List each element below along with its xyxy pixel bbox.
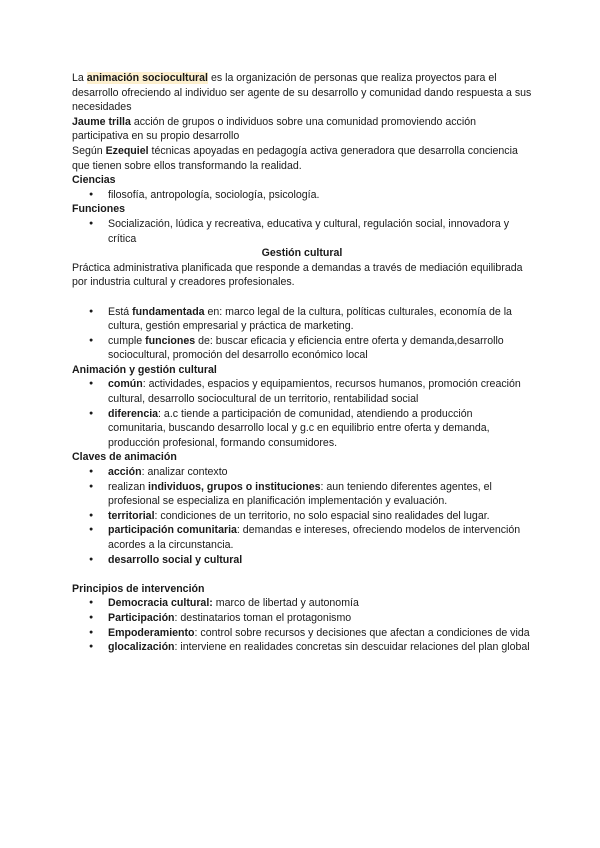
list-item — [108, 611, 532, 626]
intro-paragraph-1 — [72, 71, 532, 115]
item-keyword: desarrollo social y cultural — [108, 553, 243, 566]
item-text: marco de libertad y autonomía — [212, 597, 359, 610]
list-item — [108, 377, 532, 406]
item-text: : a.c tiende a participación de comunidad, atendiendo a producción comunitaria, buscando desarrollo local y g.c en equilibrio entre oferta y demanda, producción profesional, formando consumidores. — [108, 407, 490, 449]
item-keyword: participación comunitaria — [108, 524, 237, 537]
animacion-gestion-list — [72, 377, 532, 450]
item-keyword: individuos, grupos o instituciones — [148, 480, 321, 493]
item-keyword: Participación — [108, 611, 175, 624]
principios-list — [72, 596, 532, 654]
item-pre: Está — [108, 305, 133, 318]
item-text: : aun teniendo diferentes agentes, el profesional se especializa en planificación implementación y evaluación. — [108, 480, 492, 508]
item-pre: cumple — [108, 334, 146, 347]
document-page — [72, 71, 532, 655]
section-heading-principios: Principios de intervención — [72, 582, 205, 595]
section-heading-animacion-gestion: Animación y gestión cultural — [72, 363, 217, 376]
highlighted-term: animación sociocultural — [86, 72, 209, 84]
claves-list — [72, 465, 532, 567]
item-keyword: funciones — [145, 334, 196, 347]
item-keyword: fundamentada — [132, 305, 205, 318]
gestion-list — [72, 305, 532, 363]
item-text: : condiciones de un territorio, no solo espacial sino realidades del lugar. — [154, 509, 490, 522]
item-text: : interviene en realidades concretas sin descuidar relaciones del plan global — [174, 641, 530, 654]
item-text: en: marco legal de la cultura, políticas culturales, economía de la cultura, gestión empresarial y práctica de marketing. — [108, 305, 512, 333]
section-heading-ciencias: Ciencias — [72, 174, 116, 187]
item-keyword: acción — [108, 466, 142, 479]
list-item: ● Socialización, lúdica y recreativa, educativa y cultural, regulación social, innovadora y crítica — [108, 217, 532, 246]
item-text: : analizar contexto — [141, 466, 228, 479]
list-item — [108, 523, 532, 552]
spacer — [72, 567, 532, 582]
item-text: : demandas e intereses, ofreciendo modelos de intervención acordes a la circunstancia. — [108, 524, 521, 551]
item-keyword: glocalización — [108, 641, 175, 654]
item-pre: realizan — [108, 480, 149, 493]
intro-p1-pre: La — [72, 72, 87, 84]
list-item — [108, 626, 532, 641]
list-item — [108, 334, 532, 363]
intro-p3-pre: Según — [72, 144, 106, 157]
item-keyword: común — [108, 378, 143, 391]
intro-p1-rest: es la organización de personas que realiza proyectos para el desarrollo ofreciendo al individuo ser agente de su desarrollo y comunidad dando respuesta a sus necesidades — [72, 72, 532, 114]
item-text: : control sobre recursos y decisiones que afectan a condiciones de vida — [194, 626, 530, 639]
list-item — [108, 480, 532, 509]
list-item — [108, 553, 532, 568]
list-item: ● filosofía, antropología, sociología, psicología. — [108, 188, 532, 203]
list-item — [108, 305, 532, 334]
list-item — [108, 465, 532, 480]
intro-p3-rest: técnicas apoyadas en pedagogía activa generadora que desarrolla conciencia que tienen sobre ellos transformando la realidad. — [72, 144, 518, 172]
item-keyword: diferencia — [108, 407, 159, 420]
spacer — [72, 290, 532, 305]
list-item — [108, 407, 532, 451]
intro-paragraph-2 — [72, 115, 532, 144]
list-item — [108, 640, 532, 655]
funciones-list — [72, 217, 532, 246]
item-keyword: Democracia cultural: — [108, 597, 213, 610]
item-text: : destinatarios toman el protagonismo — [174, 611, 352, 624]
item-text: : actividades, espacios y equipamientos, recursos humanos, promoción creación cultural, desarrollo sociocultural de un territorio, rentabilidad social — [108, 378, 521, 406]
list-item — [108, 596, 532, 611]
section-heading-claves: Claves de animación — [72, 451, 177, 464]
item-keyword: Empoderamiento — [108, 626, 195, 639]
list-item — [108, 509, 532, 524]
gestion-paragraph: Práctica administrativa planificada que responde a demandas a través de mediación equilibrada por industria cultural y creadores profesionales. — [72, 261, 523, 289]
author-name: Ezequiel — [105, 144, 149, 157]
item-text: de: buscar eficacia y eficiencia entre oferta y demanda,desarrollo sociocultural, promoción del desarrollo económico local — [108, 334, 504, 362]
item-keyword: territorial — [108, 509, 155, 522]
section-heading-gestion-cultural: Gestión cultural — [261, 247, 343, 260]
author-name: Jaume trilla — [72, 115, 131, 128]
intro-paragraph-3 — [72, 144, 532, 173]
intro-p2-rest: acción de grupos o individuos sobre una comunidad promoviendo acción participativa en su propio desarrollo — [72, 115, 476, 143]
section-heading-funciones: Funciones — [72, 203, 125, 216]
ciencias-list — [72, 188, 532, 203]
